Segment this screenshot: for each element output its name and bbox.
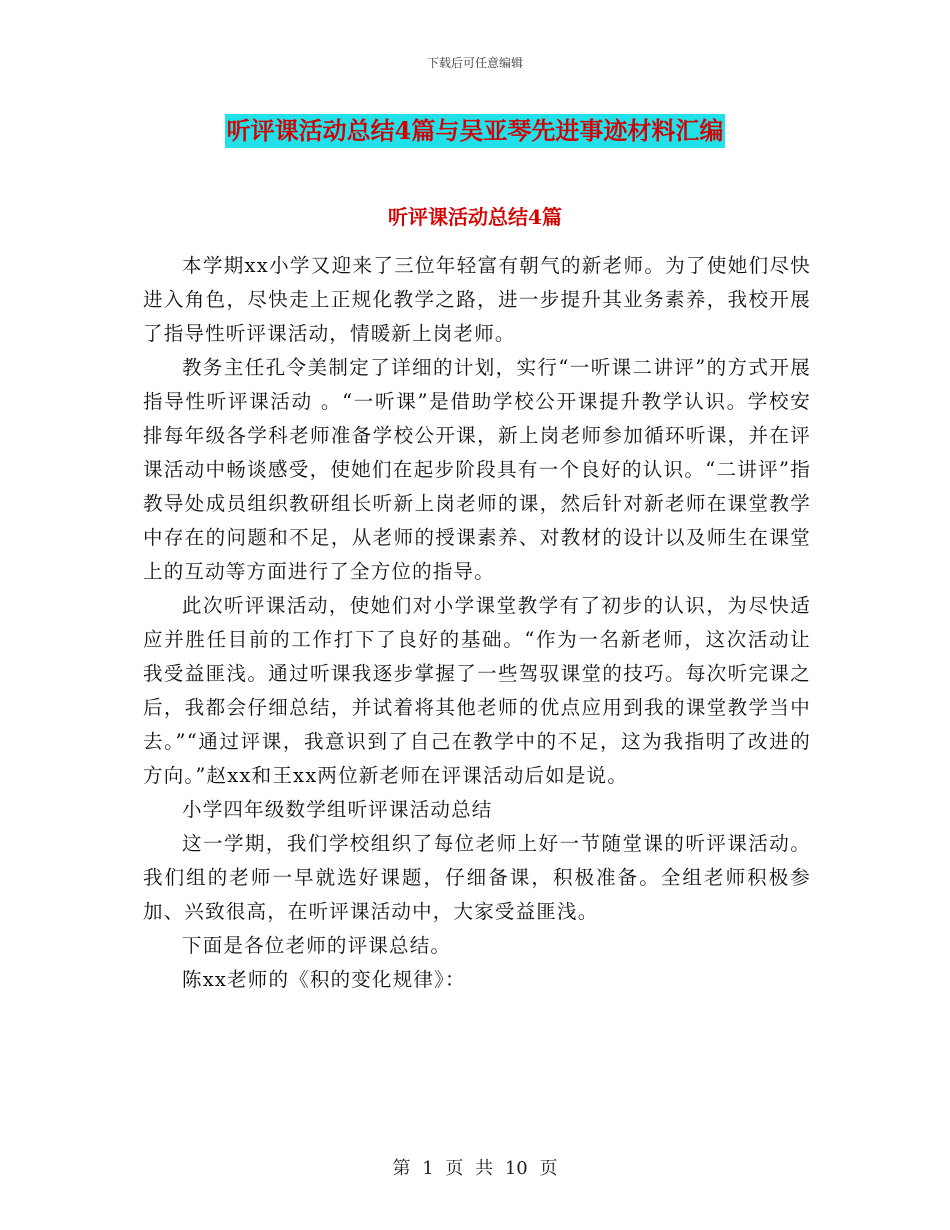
section-title: 听评课活动总结4篇: [388, 205, 562, 229]
paragraph: 小学四年级数学组听评课活动总结: [182, 798, 493, 821]
paragraph: 教务主任孔令美制定了详细的计划，实行“一听课二讲评”的方式开展指导性听评课活动 。“一听课”是借助学校公开课提升教学认识。学校安排每年级各学科老师准备学校公开课，新上岗老师参加循环听课，并在评课活动中畅谈感受，使她们在起步阶段具有一个良好的认识。“二讲评”指教导处成员组织教研组长听新上岗老师的课，然后针对新老师在课堂教学中存在的问题和不足，从老师的授课素养、对教材的设计以及师生在课堂上的互动等方面进行了全方位的指导。: [143, 356, 811, 583]
paragraph: 此次听评课活动，使她们对小学课堂教学有了初步的认识，为尽快适应并胜任目前的工作打下了良好的基础。“作为一名新老师，这次活动让我受益匪浅。通过听课我逐步掌握了一些驾驭课堂的技巧。每次听完课之后，我都会仔细总结，并试着将其他老师的优点应用到我的课堂教学当中去。”“通过评课，我意识到了自己在教学中的不足，这为我指明了改进的方向。”赵xx和王xx两位新老师在评课活动后如是说。: [143, 594, 811, 787]
document-title-container: [0, 114, 950, 148]
header-note: 下载后可任意编辑: [426, 56, 523, 70]
paragraph: 下面是各位老师的评课总结。: [182, 934, 452, 957]
paragraph: 陈xx老师的《积的变化规律》：: [182, 968, 466, 991]
paragraph: 这一学期，我们学校组织了每位老师上好一节随堂课的听评课活动。我们组的老师一早就选好课题，仔细备课，积极准备。全组老师积极参加、兴致很高，在听评课活动中，大家受益匪浅。: [143, 832, 811, 923]
document-body: [143, 249, 811, 997]
document-title: 听评课活动总结4篇与吴亚琴先进事迹材料汇编: [225, 114, 726, 148]
page-footer: 第 1 页 共 10 页: [392, 1158, 558, 1179]
paragraph: 本学期xx小学又迎来了三位年轻富有朝气的新老师。为了使她们尽快进入角色，尽快走上正规化教学之路，进一步提升其业务素养，我校开展了指导性听评课活动，情暖新上岗老师。: [143, 254, 811, 345]
